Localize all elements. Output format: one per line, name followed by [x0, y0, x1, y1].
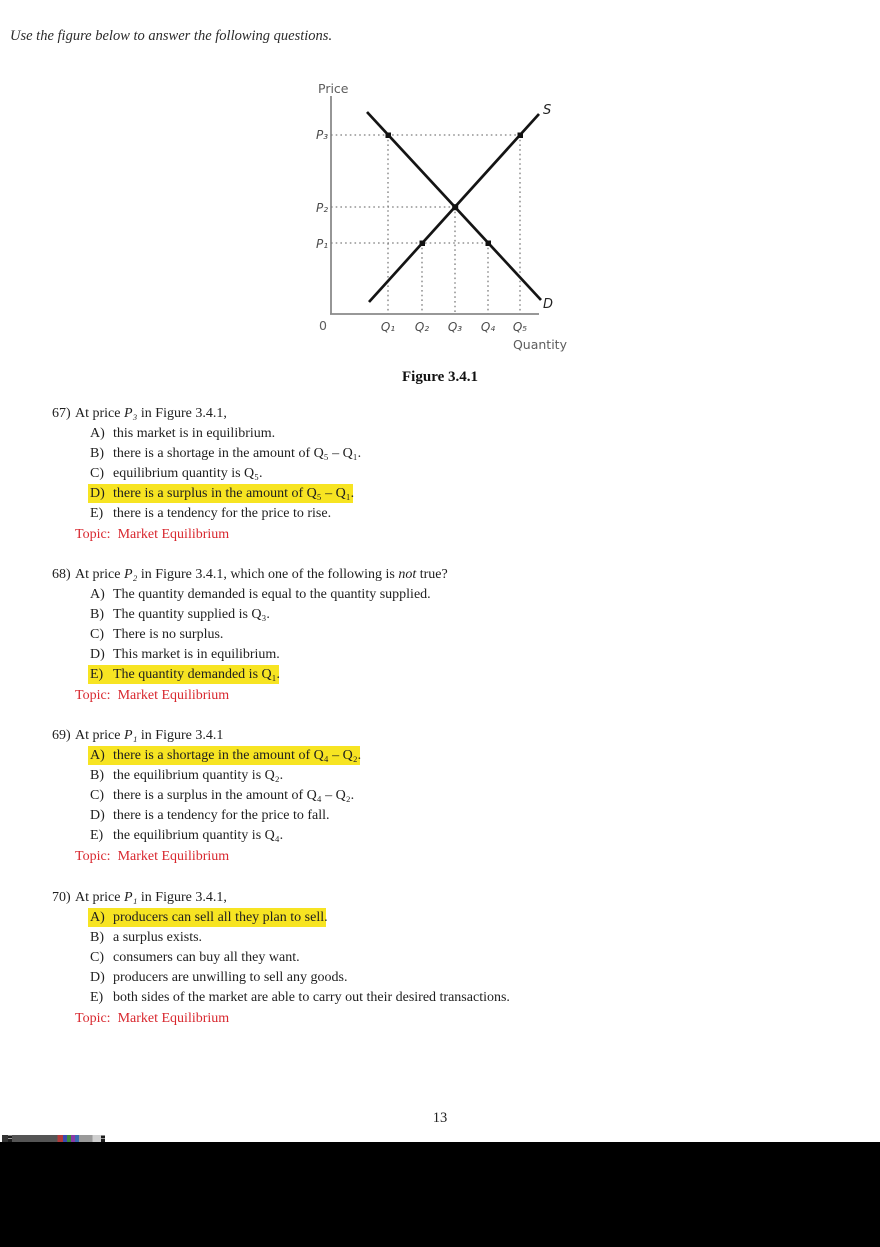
point-equilibrium — [452, 204, 458, 210]
option-a-highlighted: A) there is a shortage in the amount of Q₄ – Q₂. — [90, 747, 362, 763]
option-e: E) the equilibrium quantity is Q₄. — [90, 827, 284, 843]
intro-instruction: Use the figure below to answer the following questions. — [10, 28, 333, 44]
quantity-axis-label: Quantity — [512, 337, 567, 352]
topic-label: Topic: — [75, 688, 111, 704]
option-c: C) there is a surplus in the amount of Q₄ – Q₂. — [90, 787, 355, 803]
option-a-highlighted: A) producers can sell all they plan to sell. — [90, 909, 328, 925]
page-number: 13 — [432, 1110, 448, 1126]
topic-line — [75, 686, 812, 706]
origin-label: 0 — [319, 318, 327, 333]
topic-value: Market Equilibrium — [117, 527, 230, 543]
option-e: E) both sides of the market are able to carry out their desired transactions. — [90, 989, 510, 1005]
question-number: 70) — [52, 890, 71, 905]
option-a: A) this market is in equilibrium. — [90, 425, 276, 441]
option-e: E) there is a tendency for the price to rise. — [90, 505, 332, 521]
point-markers — [386, 133, 524, 247]
q1-label: Q₁ — [380, 320, 396, 334]
point-p1-q4 — [486, 241, 492, 247]
option-d-highlighted: D) there is a surplus in the amount of Q₅ – Q₁. — [90, 485, 355, 501]
point-p1-q2 — [420, 241, 426, 247]
scan-black-band — [0, 1142, 880, 1247]
options-list — [90, 908, 812, 1008]
question-stem: 67) At price P₃ in Figure 3.4.1, — [52, 404, 812, 424]
question-stem: 70) At price P₁ in Figure 3.4.1, — [52, 888, 812, 908]
price-guide-lines — [331, 135, 520, 243]
point-p3-q1 — [386, 133, 392, 139]
option-c: C) consumers can buy all they want. — [90, 949, 300, 965]
option-e-highlighted: E) The quantity demanded is Q₁. — [90, 666, 281, 682]
topic-line — [75, 525, 812, 545]
supply-demand-figure — [315, 82, 577, 357]
option-c: C) There is no surplus. — [90, 626, 224, 642]
option-b: B) there is a shortage in the amount of Q₅ – Q₁. — [90, 445, 362, 461]
option-a: A) The quantity demanded is equal to the quantity supplied. — [90, 586, 431, 602]
options-list — [90, 585, 812, 685]
p1-label: P₁ — [316, 237, 329, 251]
q5-label: Q₅ — [512, 320, 528, 334]
topic-label: Topic: — [75, 527, 111, 543]
topic-value: Market Equilibrium — [117, 688, 230, 704]
option-d: D) there is a tendency for the price to fall. — [90, 807, 330, 823]
question-stem: 69) At price P₁ in Figure 3.4.1 — [52, 726, 812, 746]
options-list — [90, 746, 812, 846]
q2-label: Q₂ — [414, 320, 430, 334]
figure-caption: Figure 3.4.1 — [402, 369, 478, 385]
option-c: C) equilibrium quantity is Q₅. — [90, 465, 263, 481]
topic-label: Topic: — [75, 849, 111, 865]
question-number: 68) — [52, 567, 71, 582]
topic-line — [75, 1009, 812, 1029]
question-67 — [52, 404, 812, 545]
topic-value: Market Equilibrium — [117, 1011, 230, 1027]
figure-canvas — [315, 82, 577, 357]
option-b: B) a surplus exists. — [90, 929, 203, 945]
topic-value: Market Equilibrium — [117, 849, 230, 865]
question-70 — [52, 888, 812, 1029]
price-axis-label: Price — [318, 82, 349, 96]
supply-label: S — [543, 103, 552, 118]
scan-artifact-strip — [2, 1135, 105, 1142]
option-d: D) producers are unwilling to sell any goods. — [90, 969, 348, 985]
question-68 — [52, 565, 812, 706]
question-69 — [52, 726, 812, 867]
point-p3-q5 — [518, 133, 524, 139]
q4-label: Q₄ — [480, 320, 496, 334]
quantity-guide-lines — [388, 135, 520, 314]
question-number: 69) — [52, 728, 71, 743]
option-d: D) This market is in equilibrium. — [90, 646, 280, 662]
topic-label: Topic: — [75, 1011, 111, 1027]
option-b: B) The quantity supplied is Q₃. — [90, 606, 270, 622]
options-list — [90, 424, 812, 524]
p3-label: P₃ — [316, 128, 329, 142]
option-b: B) the equilibrium quantity is Q₂. — [90, 767, 284, 783]
question-number: 67) — [52, 406, 71, 421]
p2-label: P₂ — [316, 201, 329, 215]
topic-line — [75, 847, 812, 867]
q3-label: Q₃ — [447, 320, 463, 334]
demand-label: D — [543, 297, 554, 312]
question-stem: 68) At price P₂ in Figure 3.4.1, which one of the following is not true? — [52, 565, 812, 585]
